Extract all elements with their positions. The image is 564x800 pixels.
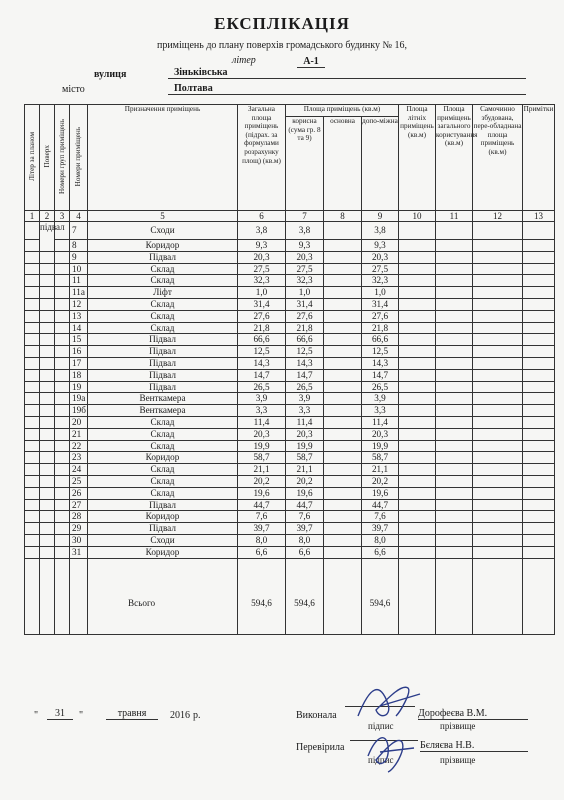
room-useful-area: 3,3 — [286, 405, 324, 417]
document-title: ЕКСПЛІКАЦІЯ — [214, 14, 350, 33]
room-purpose: Коридор — [88, 511, 238, 523]
signature-executed-image — [350, 676, 430, 726]
header-purpose: Призначення приміщень — [88, 105, 238, 211]
room-purpose: Венткамера — [88, 405, 238, 417]
table-row — [25, 546, 555, 558]
column-number: 11 — [436, 211, 473, 222]
room-total-area: 27,6 — [238, 310, 286, 322]
room-total-area: 14,7 — [238, 369, 286, 381]
executed-name: Дорофеєва В.М. — [418, 708, 528, 720]
table-row — [25, 222, 555, 240]
room-aux-area: 66,6 — [362, 334, 399, 346]
room-useful-area: 20,3 — [286, 251, 324, 263]
room-aux-area: 20,3 — [362, 428, 399, 440]
room-aux-area: 14,3 — [362, 357, 399, 369]
room-purpose: Склад — [88, 322, 238, 334]
executed-label: Виконала — [296, 710, 337, 721]
date-suffix: р. — [193, 710, 201, 721]
signature-checked-image — [358, 722, 428, 778]
room-purpose: Склад — [88, 487, 238, 499]
room-useful-area: 3,8 — [286, 222, 324, 240]
document-subtitle: приміщень до плану поверхів громадського будинку № 16, — [156, 40, 408, 51]
room-useful-area: 27,6 — [286, 310, 324, 322]
surname-caption: прізвище — [440, 755, 476, 765]
room-number: 17 — [70, 357, 88, 369]
room-useful-area: 11,4 — [286, 416, 324, 428]
table-row — [25, 240, 555, 252]
signature-caption: підпис — [368, 755, 394, 765]
date-year: 2016 — [170, 710, 190, 721]
room-aux-area: 7,6 — [362, 511, 399, 523]
room-purpose: Підвал — [88, 357, 238, 369]
room-number: 12 — [70, 298, 88, 310]
column-number: 2 — [40, 211, 55, 222]
table-row — [25, 381, 555, 393]
room-useful-area: 14,7 — [286, 369, 324, 381]
room-total-area: 21,1 — [238, 464, 286, 476]
checked-name: Бєляєва Н.В. — [420, 740, 528, 752]
room-number: 29 — [70, 523, 88, 535]
room-number: 16 — [70, 346, 88, 358]
table-row — [25, 322, 555, 334]
room-aux-area: 3,9 — [362, 393, 399, 405]
room-total-area: 12,5 — [238, 346, 286, 358]
room-purpose: Коридор — [88, 546, 238, 558]
room-purpose: Коридор — [88, 452, 238, 464]
room-total-area: 19,9 — [238, 440, 286, 452]
room-number: 25 — [70, 475, 88, 487]
room-number: 15 — [70, 334, 88, 346]
room-aux-area: 3,8 — [362, 222, 399, 240]
surname-caption: прізвище — [440, 721, 476, 731]
header-liter: Літер за планом — [25, 105, 40, 211]
room-purpose: Склад — [88, 275, 238, 287]
room-useful-area: 58,7 — [286, 452, 324, 464]
room-purpose: Коридор — [88, 240, 238, 252]
header-room-numbers: Номери приміщень — [70, 105, 88, 211]
table-row — [25, 357, 555, 369]
room-useful-area: 8,0 — [286, 534, 324, 546]
room-aux-area: 27,5 — [362, 263, 399, 275]
table-row — [25, 452, 555, 464]
room-number: 7 — [70, 222, 88, 240]
room-total-area: 3,9 — [238, 393, 286, 405]
header-summer-area: Площа літніх приміщень (кв.м) — [399, 105, 436, 211]
room-number: 18 — [70, 369, 88, 381]
room-purpose: Склад — [88, 440, 238, 452]
room-number: 19б — [70, 405, 88, 417]
room-number: 20 — [70, 416, 88, 428]
room-aux-area: 26,5 — [362, 381, 399, 393]
header-floor: Поверх — [40, 105, 55, 211]
signature-caption: підпис — [368, 721, 394, 731]
column-number: 8 — [324, 211, 362, 222]
room-useful-area: 20,2 — [286, 475, 324, 487]
room-purpose: Склад — [88, 310, 238, 322]
table-row — [25, 346, 555, 358]
room-purpose: Підвал — [88, 334, 238, 346]
room-total-area: 1,0 — [238, 287, 286, 299]
room-useful-area: 12,5 — [286, 346, 324, 358]
room-number: 27 — [70, 499, 88, 511]
room-number: 23 — [70, 452, 88, 464]
room-aux-area: 20,3 — [362, 251, 399, 263]
street-value: Зіньківська — [168, 67, 526, 79]
column-number: 13 — [523, 211, 555, 222]
header-useful: корисна (сума гр. 8 та 9) — [286, 117, 324, 211]
table-row — [25, 263, 555, 275]
room-aux-area: 12,5 — [362, 346, 399, 358]
room-purpose: Склад — [88, 475, 238, 487]
table-row — [25, 298, 555, 310]
total-label: Всього — [88, 591, 238, 615]
room-number: 31 — [70, 546, 88, 558]
street-label: вулиця — [94, 69, 127, 80]
header-unauthorized-area: Самочинно збудована, пере-обладнана площа приміщень (кв.м) — [473, 105, 523, 211]
city-value: Полтава — [168, 83, 526, 95]
room-purpose: Сходи — [88, 534, 238, 546]
column-number: 5 — [88, 211, 238, 222]
room-number: 22 — [70, 440, 88, 452]
column-number: 10 — [399, 211, 436, 222]
header-common-area: Площа приміщень загального користування (кв.м) — [436, 105, 473, 211]
table-row — [25, 251, 555, 263]
room-useful-area: 26,5 — [286, 381, 324, 393]
city-label: місто — [62, 84, 85, 95]
table-row — [25, 275, 555, 287]
room-purpose: Склад — [88, 464, 238, 476]
room-useful-area: 19,6 — [286, 487, 324, 499]
room-total-area: 44,7 — [238, 499, 286, 511]
room-useful-area: 21,1 — [286, 464, 324, 476]
table-row — [25, 440, 555, 452]
room-aux-area: 19,6 — [362, 487, 399, 499]
room-aux-area: 27,6 — [362, 310, 399, 322]
room-total-area: 6,6 — [238, 546, 286, 558]
room-total-area: 58,7 — [238, 452, 286, 464]
table-row — [25, 487, 555, 499]
room-total-area: 32,3 — [238, 275, 286, 287]
floor-cell: підвал — [40, 222, 55, 252]
room-purpose: Склад — [88, 428, 238, 440]
room-aux-area: 6,6 — [362, 546, 399, 558]
room-number: 24 — [70, 464, 88, 476]
room-aux-area: 31,4 — [362, 298, 399, 310]
room-aux-area: 11,4 — [362, 416, 399, 428]
column-number: 3 — [55, 211, 70, 222]
date-day: 31 — [47, 708, 73, 720]
header-total-area: Загальна площа приміщень (підрах. за формулами розрахунку площ) (кв.м) — [238, 105, 286, 211]
room-number: 19 — [70, 381, 88, 393]
room-useful-area: 9,3 — [286, 240, 324, 252]
table-row — [25, 475, 555, 487]
table-row — [25, 287, 555, 299]
room-useful-area: 1,0 — [286, 287, 324, 299]
room-total-area: 7,6 — [238, 511, 286, 523]
room-number: 13 — [70, 310, 88, 322]
room-total-area: 26,5 — [238, 381, 286, 393]
room-useful-area: 6,6 — [286, 546, 324, 558]
column-number: 12 — [473, 211, 523, 222]
room-number: 11а — [70, 287, 88, 299]
table-row — [25, 523, 555, 535]
room-total-area: 9,3 — [238, 240, 286, 252]
header-main: основна — [324, 117, 362, 211]
room-aux-area: 39,7 — [362, 523, 399, 535]
room-purpose: Сходи — [88, 222, 238, 240]
header-auxiliary: допо-міжна — [362, 117, 399, 211]
date-quote-close: " — [79, 710, 84, 721]
room-total-area: 66,6 — [238, 334, 286, 346]
total-useful: 594,6 — [286, 591, 324, 615]
room-purpose: Склад — [88, 298, 238, 310]
room-total-area: 11,4 — [238, 416, 286, 428]
table-row — [25, 393, 555, 405]
room-purpose: Підвал — [88, 251, 238, 263]
room-aux-area: 9,3 — [362, 240, 399, 252]
room-purpose: Підвал — [88, 523, 238, 535]
room-useful-area: 32,3 — [286, 275, 324, 287]
room-total-area: 3,3 — [238, 405, 286, 417]
liter-label: літер — [232, 55, 256, 66]
room-purpose: Склад — [88, 263, 238, 275]
column-number: 1 — [25, 211, 40, 222]
room-useful-area: 31,4 — [286, 298, 324, 310]
column-number: 4 — [70, 211, 88, 222]
room-aux-area: 8,0 — [362, 534, 399, 546]
room-total-area: 8,0 — [238, 534, 286, 546]
table-row — [25, 334, 555, 346]
room-useful-area: 19,9 — [286, 440, 324, 452]
room-aux-area: 14,7 — [362, 369, 399, 381]
room-number: 9 — [70, 251, 88, 263]
room-useful-area: 39,7 — [286, 523, 324, 535]
column-number: 9 — [362, 211, 399, 222]
room-total-area: 3,8 — [238, 222, 286, 240]
room-useful-area: 66,6 — [286, 334, 324, 346]
table-row — [25, 499, 555, 511]
header-notes: Примітки — [523, 105, 555, 211]
room-total-area: 39,7 — [238, 523, 286, 535]
room-useful-area: 21,8 — [286, 322, 324, 334]
table-row — [25, 310, 555, 322]
total-aux: 594,6 — [362, 591, 399, 615]
room-total-area: 20,2 — [238, 475, 286, 487]
room-aux-area: 32,3 — [362, 275, 399, 287]
column-numbers-row — [25, 211, 555, 222]
room-useful-area: 3,9 — [286, 393, 324, 405]
room-aux-area: 19,9 — [362, 440, 399, 452]
room-number: 8 — [70, 240, 88, 252]
room-aux-area: 44,7 — [362, 499, 399, 511]
table-row — [25, 428, 555, 440]
room-aux-area: 3,3 — [362, 405, 399, 417]
table-row — [25, 416, 555, 428]
room-number: 21 — [70, 428, 88, 440]
room-purpose: Підвал — [88, 381, 238, 393]
header-group-numbers: Номери груп приміщень — [55, 105, 70, 211]
room-useful-area: 20,3 — [286, 428, 324, 440]
room-useful-area: 14,3 — [286, 357, 324, 369]
date-quote-open: " — [34, 710, 39, 721]
room-aux-area: 21,1 — [362, 464, 399, 476]
room-total-area: 31,4 — [238, 298, 286, 310]
room-total-area: 14,3 — [238, 357, 286, 369]
column-number: 7 — [286, 211, 324, 222]
total-area: 594,6 — [238, 591, 286, 615]
room-number: 10 — [70, 263, 88, 275]
room-useful-area: 7,6 — [286, 511, 324, 523]
room-useful-area: 44,7 — [286, 499, 324, 511]
room-aux-area: 21,8 — [362, 322, 399, 334]
table-row — [25, 369, 555, 381]
room-total-area: 19,6 — [238, 487, 286, 499]
column-number: 6 — [238, 211, 286, 222]
room-number: 26 — [70, 487, 88, 499]
room-aux-area: 58,7 — [362, 452, 399, 464]
room-purpose: Венткамера — [88, 393, 238, 405]
room-purpose: Підвал — [88, 369, 238, 381]
liter-value: А-1 — [297, 56, 325, 68]
room-number: 19а — [70, 393, 88, 405]
room-purpose: Підвал — [88, 346, 238, 358]
room-useful-area: 27,5 — [286, 263, 324, 275]
explication-table — [24, 104, 555, 635]
checked-label: Перевірила — [296, 742, 345, 753]
header-area-group: Площа приміщень (кв.м) — [286, 105, 399, 117]
room-total-area: 20,3 — [238, 251, 286, 263]
table-row — [25, 534, 555, 546]
table-row — [25, 464, 555, 476]
room-number: 11 — [70, 275, 88, 287]
room-total-area: 21,8 — [238, 322, 286, 334]
room-purpose: Склад — [88, 416, 238, 428]
table-row — [25, 405, 555, 417]
room-aux-area: 20,2 — [362, 475, 399, 487]
table-row — [25, 511, 555, 523]
room-total-area: 27,5 — [238, 263, 286, 275]
room-aux-area: 1,0 — [362, 287, 399, 299]
total-row — [25, 591, 555, 615]
date-month: травня — [106, 708, 158, 720]
room-number: 30 — [70, 534, 88, 546]
room-purpose: Підвал — [88, 499, 238, 511]
room-number: 14 — [70, 322, 88, 334]
room-number: 28 — [70, 511, 88, 523]
room-total-area: 20,3 — [238, 428, 286, 440]
room-purpose: Ліфт — [88, 287, 238, 299]
